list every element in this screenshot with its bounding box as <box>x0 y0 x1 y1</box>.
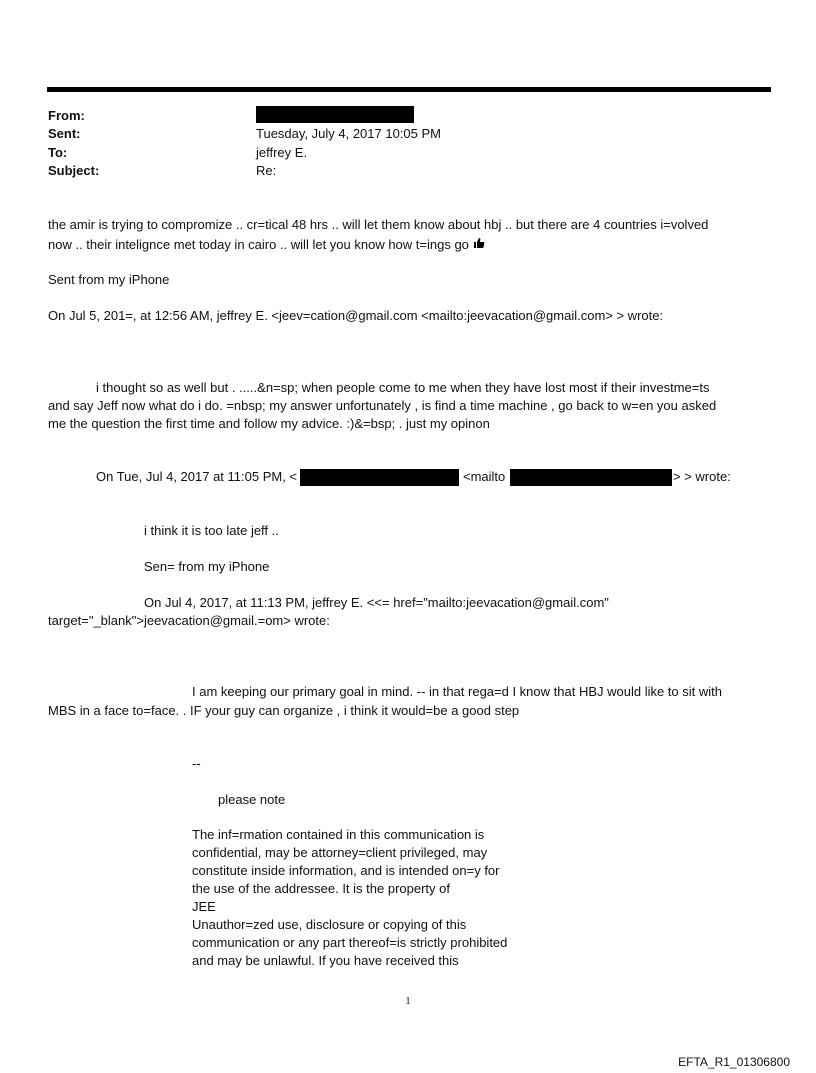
to-label: To: <box>48 145 68 160</box>
disclaimer-line: communication or any part thereof=is strictly prohibited <box>192 935 508 950</box>
body-line-2-text: now .. their intelignce met today in cairo .. will let you know how t=ings go <box>48 237 469 252</box>
disclaimer-line: The inf=rmation contained in this communication is <box>192 827 485 842</box>
note-heading: please note <box>218 792 286 807</box>
to-value: jeffrey E. <box>256 145 308 160</box>
disclaimer-line: and may be unlawful. If you have received this <box>192 953 459 968</box>
subject-value: Re: <box>256 163 277 178</box>
disclaimer-line: JEE <box>192 899 216 914</box>
disclaimer-line: Unauthor=zed use, disclosure or copying of this <box>192 917 467 932</box>
disclaimer-line: constitute inside information, and is intended on=y for <box>192 863 500 878</box>
disclaimer-line: confidential, may be attorney=client privileged, may <box>192 845 488 860</box>
thumbs-up-icon <box>473 236 485 254</box>
body-line-1: the amir is trying to compromize .. cr=tical 48 hrs .. will let them know about hbj .. but there are 4 countries i=volved <box>48 217 709 232</box>
quote-intro-3-line-1: On Jul 4, 2017, at 11:13 PM, jeffrey E. <<= href="mailto:jeevacation@gmail.com" <box>144 595 609 610</box>
redaction-sender-name <box>300 469 459 486</box>
bates-number: EFTA_R1_01306800 <box>678 1055 790 1069</box>
quote-intro-2a: On Tue, Jul 4, 2017 at 11:05 PM, < <box>96 469 298 484</box>
signature-1: Sent from my iPhone <box>48 272 170 287</box>
quote1-line-2: and say Jeff now what do i do. =nbsp; my answer unfortunately , is find a time machine , go back to w=en you asked <box>48 398 717 413</box>
signature-dashes: -- <box>192 756 201 771</box>
quote1-line-1: i thought so as well but . .....&n=sp; when people come to me when they have lost most if their investme=ts <box>96 380 710 395</box>
quote3-line-1: I am keeping our primary goal in mind. -- in that rega=d I know that HBJ would like to sit with <box>192 684 722 699</box>
quote3-line-2: MBS in a face to=face. . IF your guy can organize , i think it would=be a good step <box>48 703 520 718</box>
page-number: 1 <box>405 995 411 1007</box>
quote-intro-1: On Jul 5, 201=, at 12:56 AM, jeffrey E. <jeev=cation@gmail.com <mailto:jeevacation@gmail.com> > wrote: <box>48 308 664 323</box>
redaction-from <box>256 106 414 123</box>
quote1-line-3: me the question the first time and follow my advice. :)&=bsp; . just my opinon <box>48 416 490 431</box>
quote-intro-2c: > > wrote: <box>673 469 731 484</box>
redaction-sender-email <box>510 469 672 486</box>
sent-label: Sent: <box>48 126 81 141</box>
from-label: From: <box>48 108 85 123</box>
quote2-line-1: i think it is too late jeff .. <box>144 523 279 538</box>
header-rule <box>47 87 771 92</box>
quote-intro-3-line-2: target="_blank">jeevacation@gmail.=om> wrote: <box>48 613 330 628</box>
subject-label: Subject: <box>48 163 100 178</box>
signature-2: Sen= from my iPhone <box>144 559 270 574</box>
disclaimer-line: the use of the addressee. It is the property of <box>192 881 450 896</box>
quote-intro-2b: <mailto <box>463 469 506 484</box>
body-line-2 <box>48 236 485 254</box>
sent-value: Tuesday, July 4, 2017 10:05 PM <box>256 126 441 141</box>
